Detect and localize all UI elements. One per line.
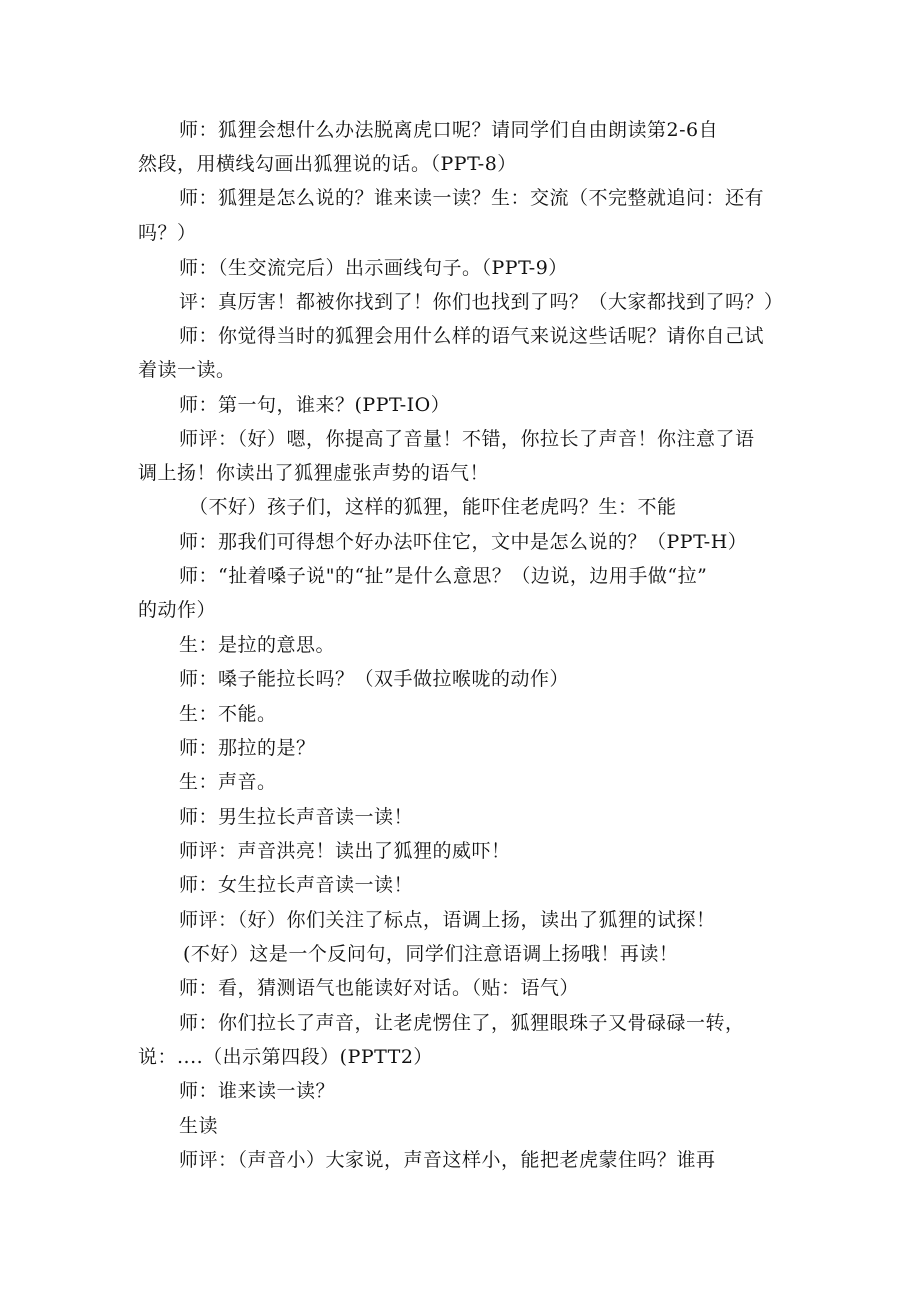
text-line: 师评：声音洪亮！读出了狐狸的威吓！ xyxy=(179,840,511,862)
text-line: (不好）这是一个反问句，同学们注意语调上扬哦！再读！ xyxy=(183,943,679,965)
text-line: 生：不能。 xyxy=(179,703,277,725)
text-line: 师：女生拉长声音读一读！ xyxy=(179,874,414,896)
text-line: 师评：（好）嗯，你提高了音量！不错，你拉长了声音！你注意了语 xyxy=(179,428,755,450)
text-line: 师：看，猜测语气也能读好对话。（贴：语气） xyxy=(179,977,580,999)
text-line: 师：第一句，谁来？(PPT-IO） xyxy=(179,394,451,416)
text-line: 生：是拉的意思。 xyxy=(179,634,336,656)
text-line: （不好）孩子们，这样的狐狸，能吓住老虎吗？生：不能 xyxy=(189,496,677,518)
text-line: 师：狐狸是怎么说的？谁来读一读？生：交流（不完整就追问：还有 xyxy=(179,187,765,209)
text-line: 师：狐狸会想什么办法脱离虎口呢？请同学们自由朗读第2-6自 xyxy=(179,119,719,141)
text-line: 师评：（声音小）大家说，声音这样小，能把老虎蒙住吗？谁再 xyxy=(179,1149,716,1171)
text-line: 师：你觉得当时的狐狸会用什么样的语气来说这些话呢？请你自己试 xyxy=(179,325,765,347)
text-line: 师评：（好）你们关注了标点，语调上扬，读出了狐狸的试探！ xyxy=(179,909,716,931)
text-line: 吗？） xyxy=(138,222,197,244)
text-line: 师：那拉的是？ xyxy=(179,737,316,759)
text-line: 师：谁来读一读？ xyxy=(179,1080,336,1102)
text-line: 然段，用横线勾画出狐狸说的话。（PPT-8） xyxy=(138,153,517,175)
text-line: 师：那我们可得想个好办法吓住它，文中是怎么说的？（PPT-H） xyxy=(179,531,748,553)
text-line: 师：嗓子能拉长吗？（双手做拉喉咙的动作） xyxy=(179,668,570,690)
text-line: 师：“扯着嗓子说"的“扯”是什么意思？（边说，边用手做“拉” xyxy=(179,565,708,587)
text-line: 生读 xyxy=(179,1115,219,1137)
text-line: 生：声音。 xyxy=(179,771,277,793)
text-line: 评：真厉害！都被你找到了！你们也找到了吗？（大家都找到了吗？） xyxy=(179,291,784,313)
text-line: 师：（生交流完后）出示画线句子。（PPT-9） xyxy=(179,257,568,279)
text-line: 着读一读。 xyxy=(138,359,236,381)
text-line: 师：男生拉长声音读一读！ xyxy=(179,806,414,828)
text-line: 的动作） xyxy=(138,599,217,621)
text-line: 说：....（出示第四段）(PPTT2） xyxy=(138,1046,433,1068)
text-line: 师：你们拉长了声音，让老虎愣住了，狐狸眼珠子又骨碌碌一转， xyxy=(179,1012,745,1034)
text-line: 调上扬！你读出了狐狸虚张声势的语气！ xyxy=(138,462,490,484)
